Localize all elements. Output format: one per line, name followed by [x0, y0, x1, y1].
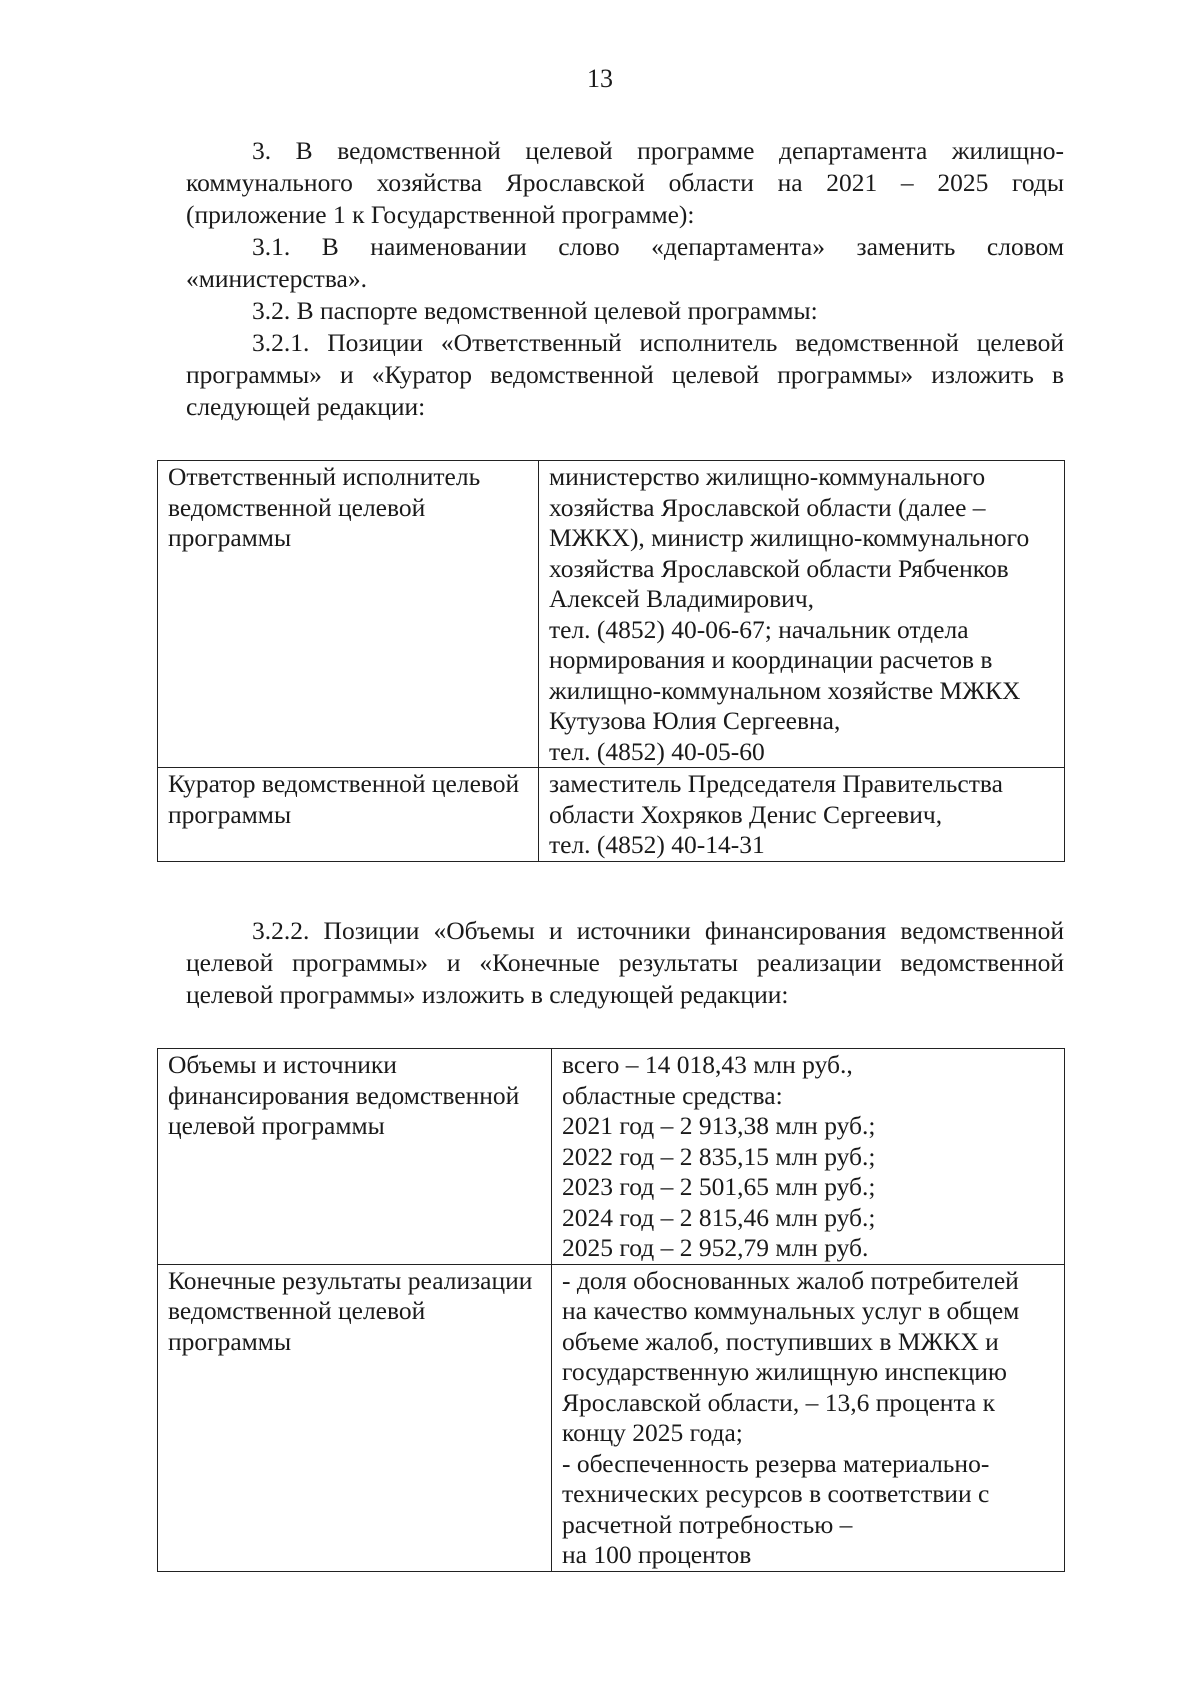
table-cell-value — [539, 768, 1065, 862]
table-cell-label: Ответственный исполнитель ведомственной целевой программы — [158, 461, 539, 768]
cell-line: заместитель Председателя Правительства — [549, 769, 1003, 798]
paragraph-item-3-1: 3.1. В наименовании слово «департамента» заменить словом «министерства». — [186, 232, 1064, 293]
responsible-curator-table — [157, 460, 1065, 862]
cell-line: тел. (4852) 40-06-67; начальник отдела — [549, 614, 969, 644]
cell-line: 2023 год – 2 501,65 млн руб.; — [562, 1172, 876, 1201]
table-row — [158, 1049, 1065, 1265]
cell-line: Кутузова Юлия Сергеевна, — [549, 706, 841, 735]
cell-line: областные средства: — [562, 1080, 783, 1110]
cell-line: - доля обоснованных жалоб потребителей — [562, 1265, 1019, 1295]
table-cell-label: Конечные результаты реализации ведомственной целевой программы — [158, 1264, 552, 1571]
cell-line: тел. (4852) 40-14-31 — [549, 830, 765, 859]
paragraph-item-3-2-2: 3.2.2. Позиции «Объемы и источники финансирования ведомственной целевой программы» и «Конечные результаты реализации ведомственной целевой программы» изложить в следующей редакции: — [186, 916, 1064, 1009]
table-cell-value — [539, 461, 1065, 768]
financing-results-table — [157, 1048, 1065, 1572]
cell-line: концу 2025 года; — [562, 1418, 743, 1447]
cell-line: 2021 год – 2 913,38 млн руб.; — [562, 1111, 876, 1140]
cell-line: Ярославской области, – 13,6 процента к — [562, 1387, 995, 1417]
cell-line: министерство жилищно-коммунального — [549, 462, 986, 491]
table-cell-label: Объемы и источники финансирования ведомственной целевой программы — [158, 1049, 552, 1265]
page-number: 13 — [587, 64, 613, 93]
table-cell-label: Куратор ведомственной целевой программы — [158, 768, 539, 862]
cell-line: государственную жилищную инспекцию — [562, 1357, 1007, 1386]
cell-line: всего – 14 018,43 млн руб., — [562, 1050, 853, 1079]
cell-line: 2025 год – 2 952,79 млн руб. — [562, 1233, 869, 1262]
table-row — [158, 768, 1065, 862]
cell-line: жилищно-коммунальном хозяйстве МЖКХ — [549, 675, 1021, 705]
cell-line: хозяйства Ярославской области Рябченков — [549, 553, 1009, 583]
table-cell-value — [552, 1049, 1065, 1265]
cell-line: тел. (4852) 40-05-60 — [549, 736, 765, 766]
cell-line: МЖКХ), министр жилищно-коммунального — [549, 523, 1030, 552]
cell-line: - обеспеченность резерва материально- — [562, 1448, 990, 1478]
cell-line: 2024 год – 2 815,46 млн руб.; — [562, 1202, 876, 1232]
cell-line: Алексей Владимирович, — [549, 584, 815, 613]
cell-line: нормирования и координации расчетов в — [549, 645, 993, 674]
cell-line: области Хохряков Денис Сергеевич, — [549, 799, 943, 829]
cell-line: объеме жалоб, поступивших в МЖКХ и — [562, 1326, 999, 1356]
paragraph-item-3: 3. В ведомственной целевой программе департамента жилищно-коммунального хозяйства Ярославской области на 2021 – 2025 годы (приложение 1 к Государственной программе): — [186, 136, 1064, 229]
paragraph-item-3-2: 3.2. В паспорте ведомственной целевой программы: — [252, 296, 818, 325]
cell-line: на 100 процентов — [562, 1540, 752, 1569]
table-row — [158, 461, 1065, 768]
cell-line: хозяйства Ярославской области (далее – — [549, 492, 986, 522]
cell-line: технических ресурсов в соответствии с — [562, 1479, 990, 1508]
cell-line: на качество коммунальных услуг в общем — [562, 1296, 1020, 1325]
intro-section — [186, 135, 1064, 423]
cell-line: расчетной потребностью – — [562, 1509, 853, 1539]
table-row — [158, 1264, 1065, 1571]
table-cell-value — [552, 1264, 1065, 1571]
cell-line: 2022 год – 2 835,15 млн руб.; — [562, 1141, 876, 1171]
paragraph-item-3-2-1: 3.2.1. Позиции «Ответственный исполнитель ведомственной целевой программы» и «Куратор ведомственной целевой программы» изложить в следующей редакции: — [186, 328, 1064, 421]
middle-section — [186, 915, 1064, 1011]
